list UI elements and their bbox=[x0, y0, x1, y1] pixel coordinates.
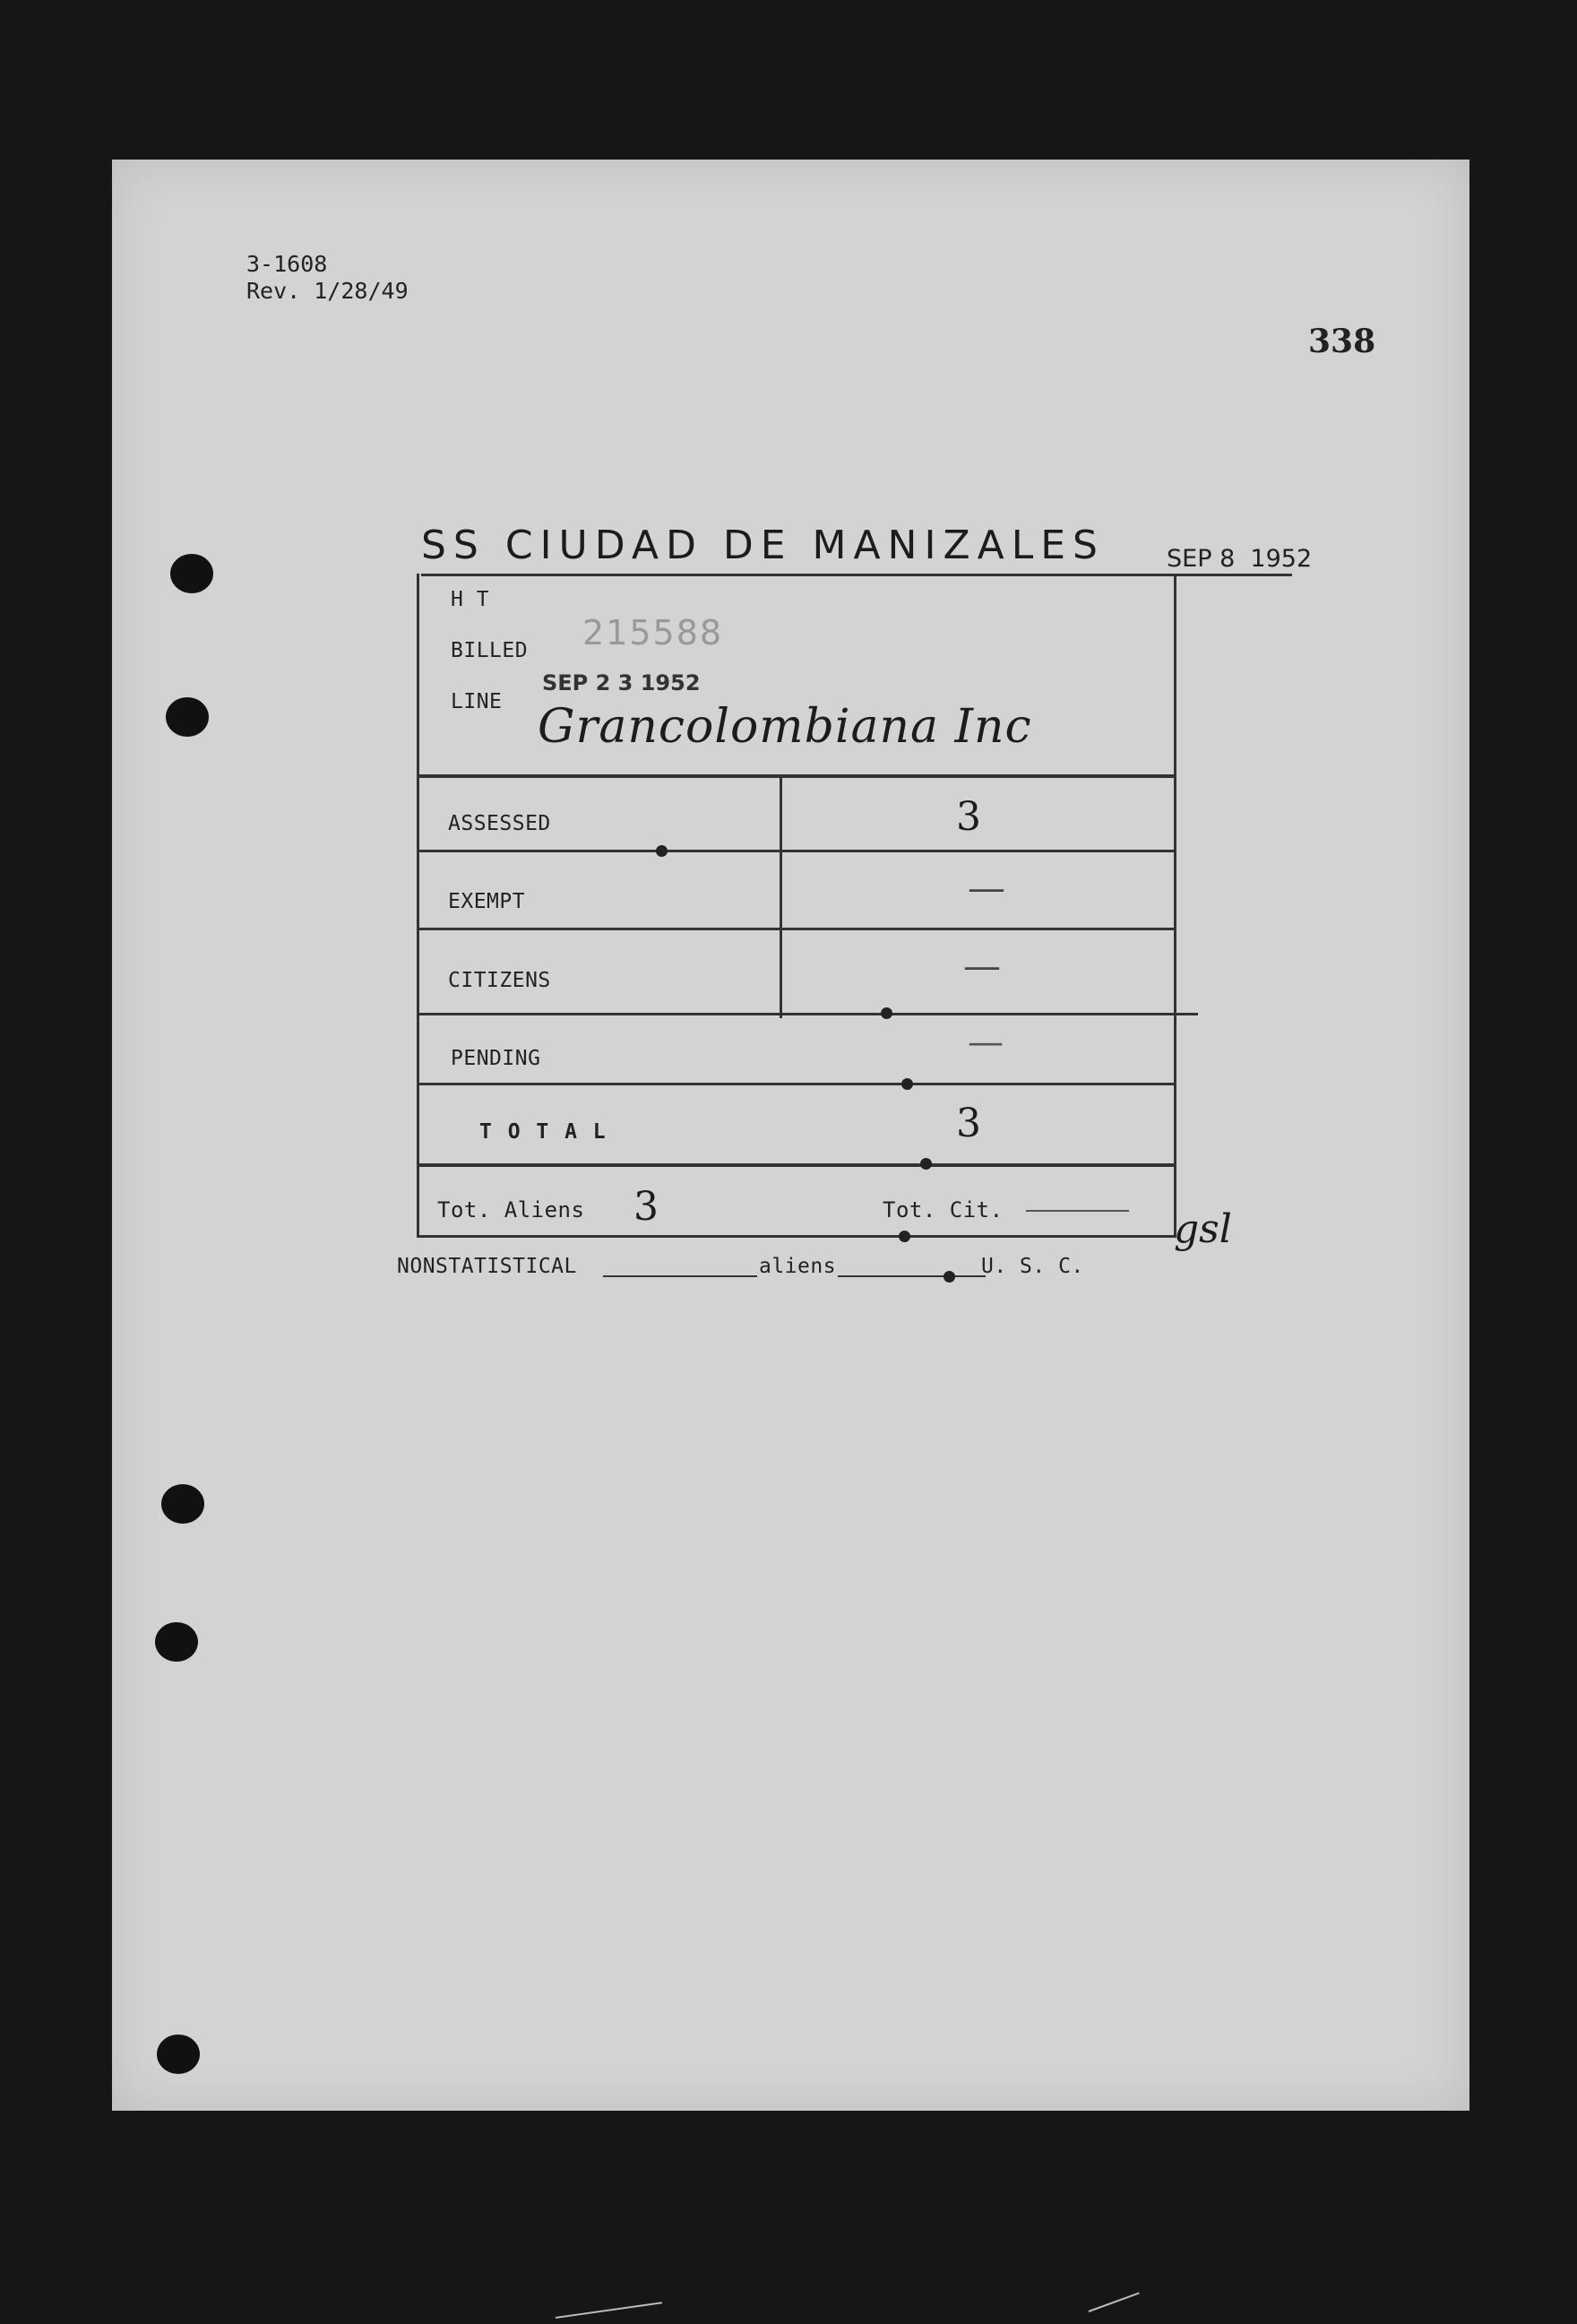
ht-label: H T bbox=[451, 588, 490, 611]
line-dot bbox=[944, 1271, 955, 1283]
nonstatistical-label: NONSTATISTICAL bbox=[397, 1255, 577, 1278]
billing-separator bbox=[417, 774, 1176, 778]
line-name-handwritten: Grancolombiana Inc bbox=[538, 700, 1032, 754]
row-value-exempt: — bbox=[968, 866, 1005, 910]
table-right-border bbox=[1174, 574, 1176, 1237]
total-label: T O T A L bbox=[479, 1120, 608, 1144]
page-number: 338 bbox=[1308, 323, 1376, 360]
vessel-underline bbox=[421, 574, 1292, 576]
line-dot bbox=[899, 1231, 910, 1242]
row-separator bbox=[417, 928, 1176, 930]
line-dot bbox=[901, 1078, 913, 1090]
row-label-assessed: ASSESSED bbox=[448, 812, 551, 835]
tot-aliens-label: Tot. Aliens bbox=[437, 1197, 585, 1222]
row-separator bbox=[417, 1083, 1176, 1085]
nonstat-aliens-blank bbox=[603, 1275, 757, 1277]
line-label: LINE bbox=[451, 690, 503, 713]
row-value-citizens: — bbox=[963, 944, 1001, 988]
form-revision: Rev. 1/28/49 bbox=[246, 278, 409, 304]
row-value-assessed: 3 bbox=[956, 794, 981, 840]
billed-label: BILLED bbox=[451, 639, 529, 662]
row-separator bbox=[417, 850, 1176, 852]
row-separator bbox=[417, 1013, 1198, 1015]
line-dot bbox=[656, 845, 668, 857]
nonstat-usc-blank bbox=[838, 1275, 986, 1277]
billed-date-stamp: SEP 2 3 1952 bbox=[542, 670, 701, 695]
punch-hole bbox=[166, 697, 209, 737]
line-dot bbox=[920, 1158, 932, 1170]
arrival-date: SEP 8 1952 bbox=[1167, 545, 1313, 573]
scratch-mark bbox=[556, 2302, 662, 2319]
punch-hole bbox=[155, 1622, 198, 1662]
row-value-pending: — bbox=[968, 1022, 1004, 1063]
vessel-name: SS CIUDAD DE MANIZALES bbox=[421, 523, 1105, 568]
punch-hole bbox=[161, 1484, 204, 1524]
row-label-pending: PENDING bbox=[451, 1047, 541, 1070]
nonstat-aliens-label: aliens bbox=[759, 1255, 837, 1278]
tot-cit-dash bbox=[1026, 1210, 1129, 1212]
tot-aliens-value: 3 bbox=[633, 1184, 659, 1230]
document-page bbox=[112, 160, 1469, 2111]
row-label-exempt: EXEMPT bbox=[448, 890, 526, 913]
punch-hole bbox=[157, 2035, 200, 2074]
tot-cit-label: Tot. Cit. bbox=[883, 1197, 1004, 1222]
table-left-border bbox=[417, 574, 419, 1237]
punch-hole bbox=[170, 554, 213, 593]
table-middle-divider bbox=[780, 776, 782, 1018]
bill-number-stamp: 215588 bbox=[582, 613, 724, 652]
table-bottom-border bbox=[417, 1235, 1176, 1238]
scratch-mark bbox=[1089, 2293, 1140, 2312]
nonstat-usc-label: U. S. C. bbox=[981, 1255, 1084, 1278]
form-number: 3-1608 bbox=[246, 251, 328, 277]
row-label-citizens: CITIZENS bbox=[448, 969, 551, 992]
line-dot bbox=[881, 1007, 892, 1019]
total-value: 3 bbox=[956, 1101, 981, 1146]
total-separator bbox=[417, 1163, 1176, 1167]
initials-handwritten: gsl bbox=[1174, 1206, 1232, 1252]
